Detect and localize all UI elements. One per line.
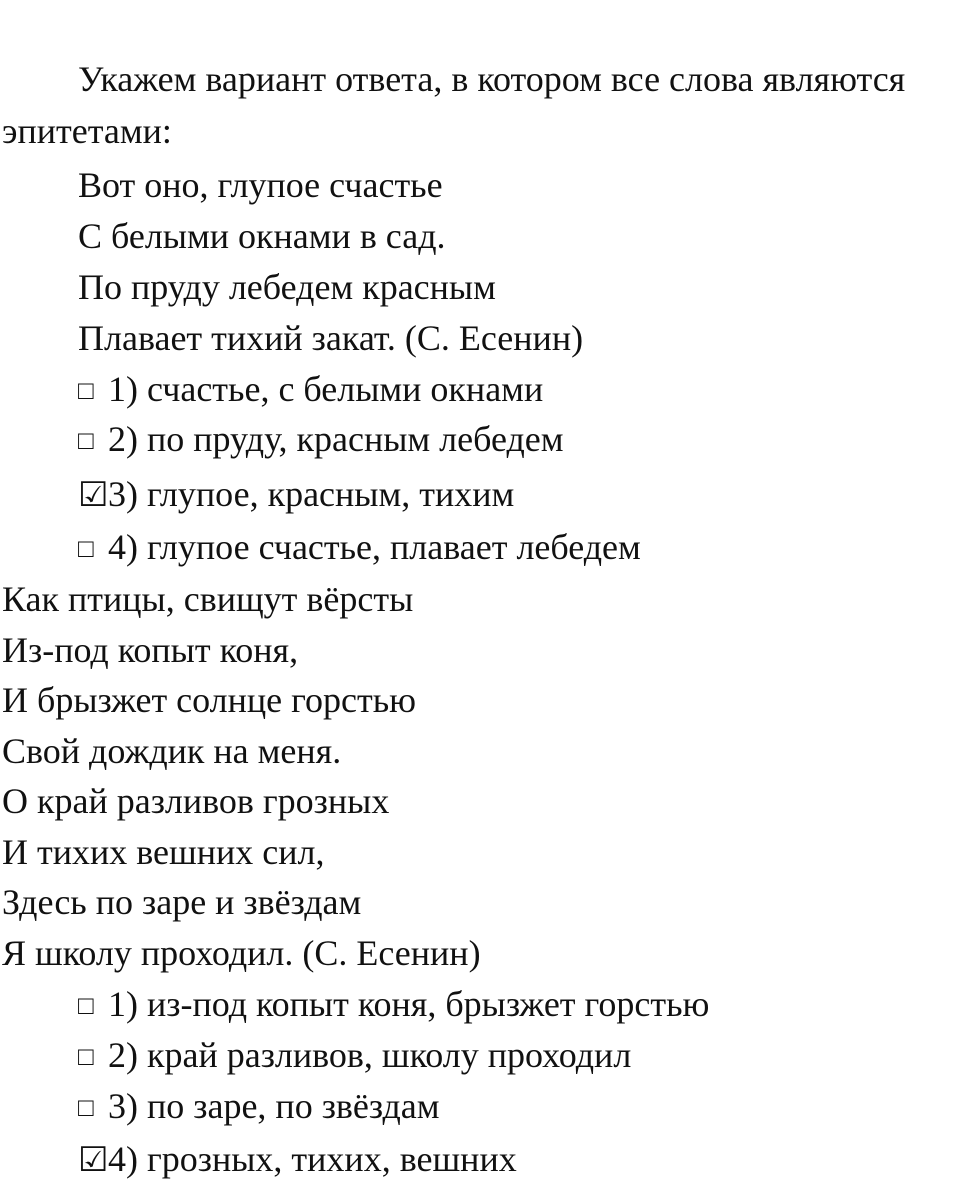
option-label: 1) из-под копыт коня, брызжет горстью — [108, 984, 710, 1024]
task-1-option-4[interactable] — [78, 522, 641, 572]
intro-text-line-2: эпитетами: — [2, 111, 172, 151]
checkbox-checked-icon[interactable]: ☑ — [78, 477, 109, 514]
option-label: 3) по заре, по звёздам — [108, 1086, 440, 1126]
task-2-option-2[interactable] — [78, 1030, 631, 1080]
intro-text-line-1: Укажем вариант ответа, в котором все слова являются — [78, 59, 906, 99]
task-1-option-1[interactable] — [78, 364, 543, 414]
checkbox-unchecked-icon[interactable]: □ — [78, 376, 94, 405]
checkbox-unchecked-icon[interactable]: □ — [78, 426, 94, 455]
checkbox-unchecked-icon[interactable]: □ — [78, 1042, 94, 1071]
poem-1-line-3: По пруду лебедем красным — [78, 267, 496, 307]
task-2-option-1[interactable] — [78, 979, 709, 1029]
task-1-option-3[interactable] — [78, 469, 514, 519]
poem-2-line-6: И тихих вешних сил, — [2, 832, 325, 872]
poem-1-line-2: С белыми окнами в сад. — [78, 216, 446, 256]
option-label: 3) глупое, красным, тихим — [108, 474, 515, 514]
checkbox-unchecked-icon[interactable]: □ — [78, 991, 94, 1020]
poem-1-line-4: Плавает тихий закат. (С. Есенин) — [78, 318, 584, 358]
option-label: 4) грозных, тихих, вешних — [108, 1139, 517, 1179]
option-label: 4) глупое счастье, плавает лебедем — [108, 527, 641, 567]
task-2-option-3[interactable] — [78, 1081, 440, 1131]
poem-2-line-4: Свой дождик на меня. — [2, 731, 342, 771]
checkbox-unchecked-icon[interactable]: □ — [78, 534, 94, 563]
checkbox-unchecked-icon[interactable]: □ — [78, 1093, 94, 1122]
task-1-option-2[interactable] — [78, 414, 564, 464]
poem-2-line-2: Из-под копыт коня, — [2, 630, 299, 670]
poem-2-line-5: О край разливов грозных — [2, 781, 390, 821]
poem-2-line-3: И брызжет солнце горстью — [2, 680, 417, 720]
checkbox-checked-icon[interactable]: ☑ — [78, 1142, 109, 1179]
option-label: 2) по пруду, красным лебедем — [108, 419, 564, 459]
poem-2-line-7: Здесь по заре и звёздам — [2, 882, 362, 922]
task-2-option-4[interactable] — [78, 1134, 517, 1184]
poem-1-line-1: Вот оно, глупое счастье — [78, 165, 443, 205]
option-label: 2) край разливов, школу проходил — [108, 1035, 632, 1075]
poem-2-line-1: Как птицы, свищут вёрсты — [2, 579, 414, 619]
option-label: 1) счастье, с белыми окнами — [108, 369, 544, 409]
poem-2-line-8: Я школу проходил. (С. Есенин) — [2, 933, 481, 973]
